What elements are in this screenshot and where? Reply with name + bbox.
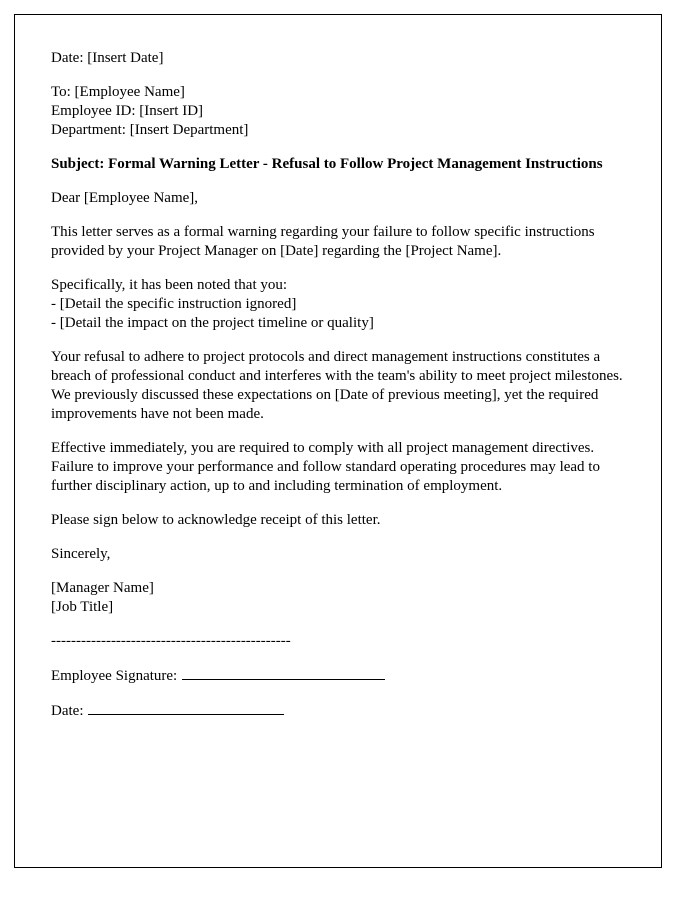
date-signature-line [88,701,284,715]
divider-line: ------------------------------------------------ [51,633,291,649]
date-line: Date: [Insert Date] [51,50,164,66]
employee-signature-row [51,666,639,686]
subject-line: Subject: Formal Warning Letter - Refusal to Follow Project Management Instructions [51,156,603,172]
date-signature-row [51,701,639,721]
employee-signature-line [182,666,385,680]
employee-id-line: Employee ID: [Insert ID] [51,103,204,119]
sender-block [51,579,639,617]
recipient-block [51,83,639,140]
paragraph-breach-of-conduct: Your refusal to adhere to project protocols and direct management instructions constitutes a breach of professional conduct and interferes with the team's ability to meet project milestones. We previously discussed these expectations on [Date of previous meeting], yet the required improvements have not been made. [51,349,623,422]
department-line: Department: [Insert Department] [51,122,249,138]
paragraph-sign-request: Please sign below to acknowledge receipt of this letter. [51,512,381,528]
specifics-intro: Specifically, it has been noted that you: [51,277,288,293]
paragraph-effective-immediately: Effective immediately, you are required to comply with all project management directives. Failure to improve your performance and follow standard operating procedures may lead to further disciplinary action, up to and including termination of employment. [51,440,600,494]
warning-letter [15,15,669,721]
specifics-block [51,276,639,333]
closing: Sincerely, [51,546,111,562]
job-title: [Job Title] [51,599,114,615]
employee-signature-label: Employee Signature: [51,668,178,684]
date-label: Date: [51,703,84,719]
to-line: To: [Employee Name] [51,84,185,100]
bullet-impact: - [Detail the impact on the project timeline or quality] [51,315,374,331]
salutation: Dear [Employee Name], [51,190,199,206]
letter-page [14,14,662,868]
paragraph-formal-warning: This letter serves as a formal warning regarding your failure to follow specific instructions provided by your Project Manager on [Date] regarding the [Project Name]. [51,224,595,259]
manager-name: [Manager Name] [51,580,154,596]
bullet-instruction-ignored: - [Detail the specific instruction ignored] [51,296,297,312]
